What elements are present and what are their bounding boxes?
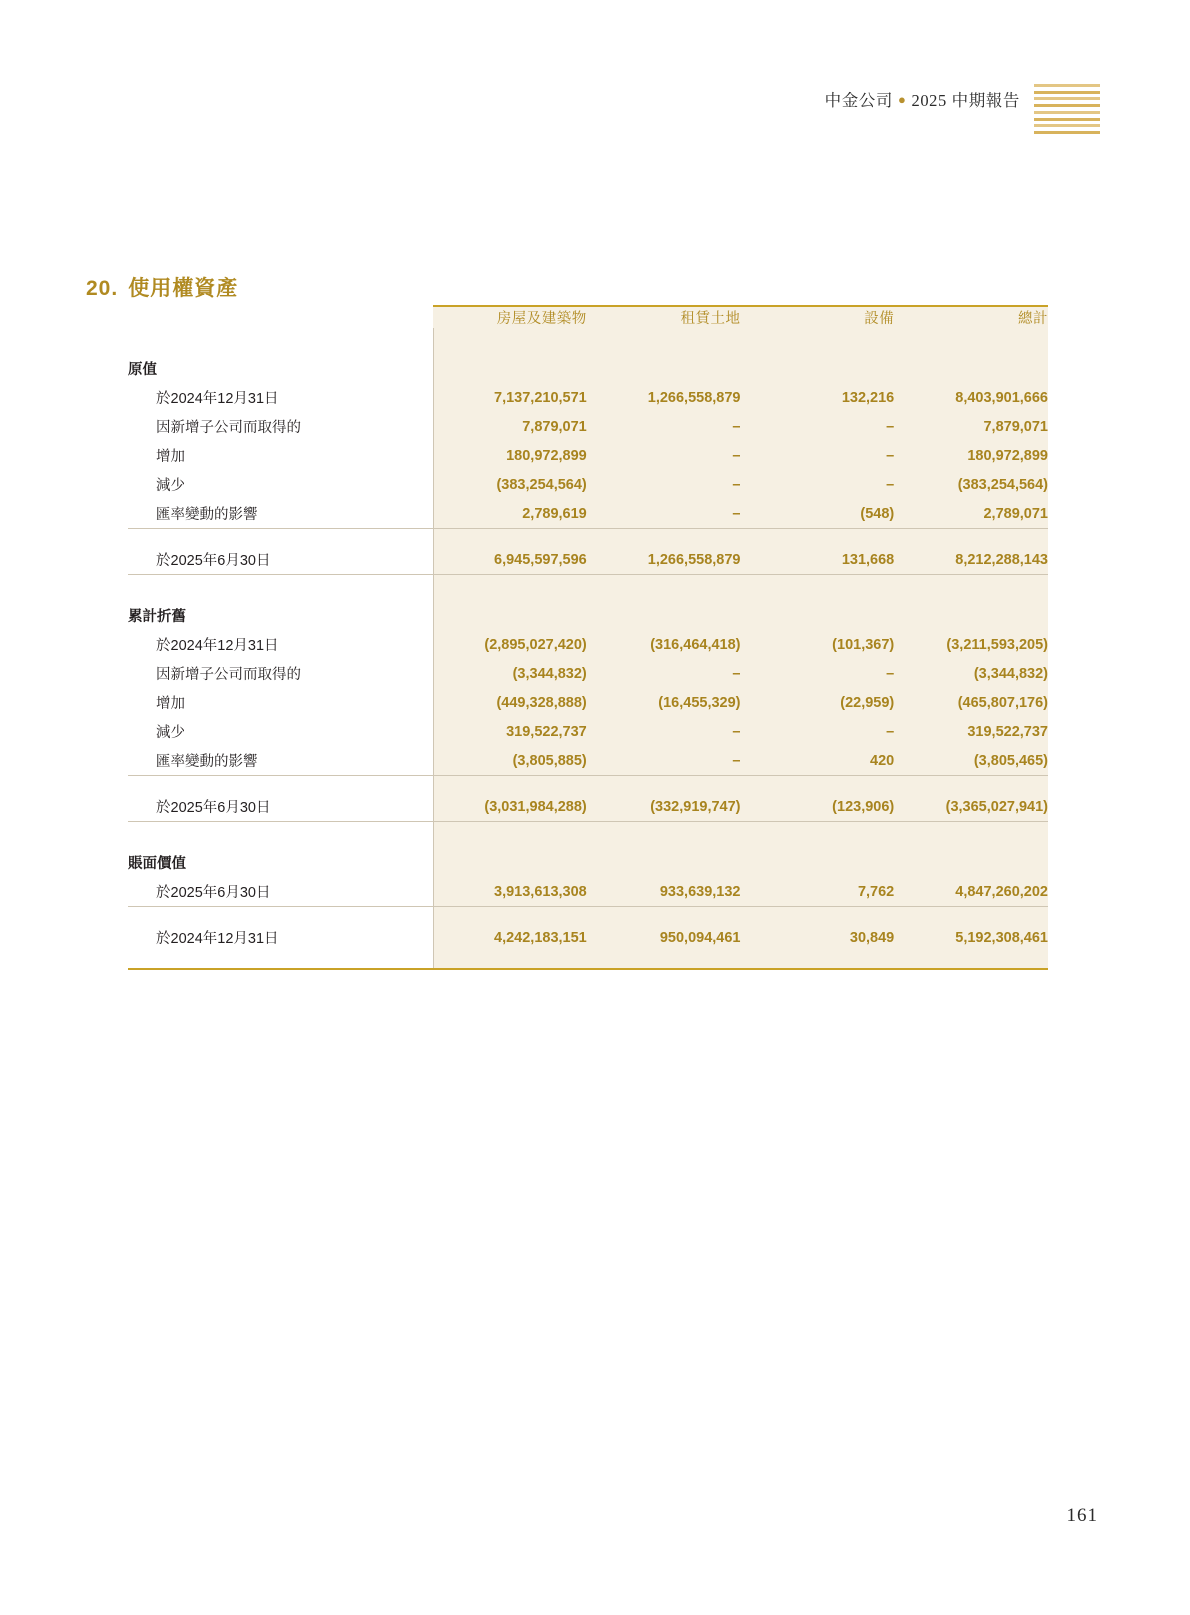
table-row: 於2025年6月30日 3,913,613,308 933,639,132 7,762 4,847,260,202 [128, 877, 1048, 907]
section-heading-cost: 原值 [128, 354, 433, 383]
page-title [86, 272, 238, 302]
table-row: 增加 180,972,899 – – 180,972,899 [128, 441, 1048, 470]
table-row: 於2024年12月31日 7,137,210,571 1,266,558,879 132,216 8,403,901,666 [128, 383, 1048, 412]
note-title-text: 使用權資產 [128, 277, 239, 300]
table-bottom-rule [128, 952, 1048, 969]
table-total-row: 於2025年6月30日 6,945,597,596 1,266,558,879 131,668 8,212,288,143 [128, 545, 1048, 575]
table-row: 減少 (383,254,564) – – (383,254,564) [128, 470, 1048, 499]
table-total-row: 於2024年12月31日 4,242,183,151 950,094,461 30,849 5,192,308,461 [128, 923, 1048, 952]
column-header-total: 總計 [894, 306, 1048, 328]
section-spacer [128, 776, 1048, 792]
section-spacer [128, 328, 1048, 354]
table-row: 因新增子公司而取得的 (3,344,832) – – (3,344,832) [128, 659, 1048, 688]
column-header-equipment: 設備 [741, 306, 895, 328]
section-spacer [128, 907, 1048, 923]
table-row: 匯率變動的影響 (3,805,885) – 420 (3,805,465) [128, 746, 1048, 776]
table-row: 增加 (449,328,888) (16,455,329) (22,959) (465,807,176) [128, 688, 1048, 717]
table-total-row: 於2025年6月30日 (3,031,984,288) (332,919,747) (123,906) (3,365,027,941) [128, 792, 1048, 822]
section-heading-accumulated-depreciation: 累計折舊 [128, 601, 433, 630]
section-spacer [128, 529, 1048, 545]
section-spacer [128, 575, 1048, 601]
right-of-use-assets-table [128, 305, 1048, 970]
table-row: 因新增子公司而取得的 7,879,071 – – 7,879,071 [128, 412, 1048, 441]
header-company: 中金公司 [824, 91, 894, 110]
column-header-leased-land: 租賃土地 [587, 306, 741, 328]
header-report: 2025 中期報告 [911, 91, 1020, 110]
table-row: 匯率變動的影響 2,789,619 – (548) 2,789,071 [128, 499, 1048, 529]
column-header-buildings: 房屋及建築物 [433, 306, 587, 328]
section-heading-row [128, 354, 1048, 383]
table-row: 減少 319,522,737 – – 319,522,737 [128, 717, 1048, 746]
header-separator: ● [898, 92, 907, 107]
page-header [825, 84, 1100, 134]
table-header-row [128, 306, 1048, 328]
note-number: 20. [86, 277, 119, 300]
page-number: 161 [1066, 1505, 1098, 1526]
section-spacer [128, 822, 1048, 848]
section-heading-row [128, 848, 1048, 877]
column-header-blank [128, 306, 433, 328]
section-heading-carrying-amount: 賬面價值 [128, 848, 433, 877]
table-row: 於2024年12月31日 (2,895,027,420) (316,464,418) (101,367) (3,211,593,205) [128, 630, 1048, 659]
decorative-bars [1034, 84, 1100, 134]
section-heading-row [128, 601, 1048, 630]
header-title [825, 84, 1020, 111]
